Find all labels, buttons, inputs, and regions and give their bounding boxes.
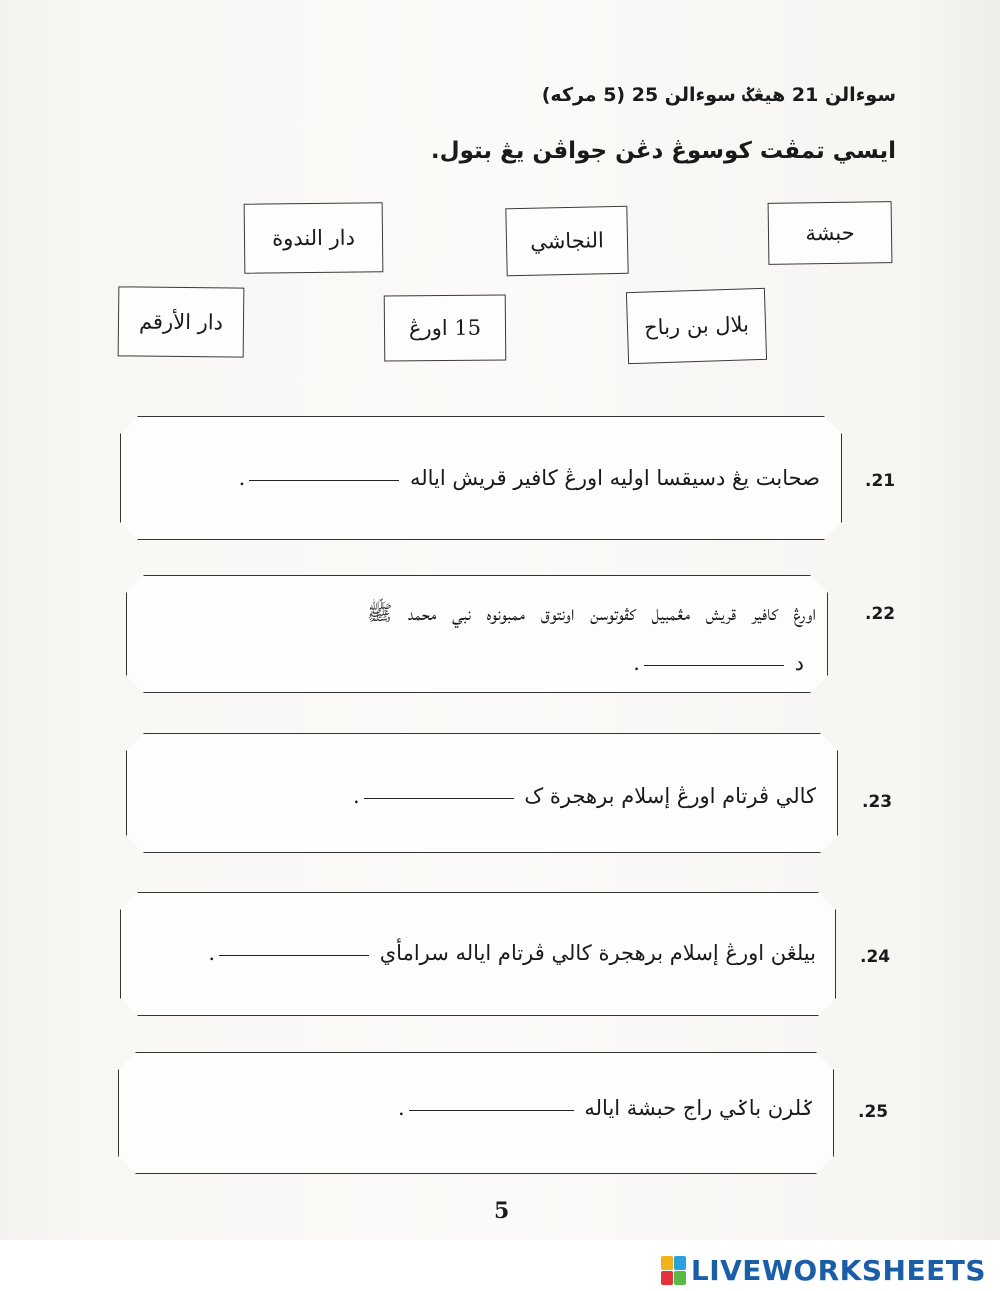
- question-text: [398, 1096, 814, 1120]
- question-prompt: ݢلرن باݢي راج حبشة اياله: [584, 1096, 814, 1120]
- question-text: [239, 466, 820, 490]
- full-stop: .: [398, 1096, 405, 1120]
- question-number: .21: [865, 471, 896, 491]
- answer-blank[interactable]: [219, 955, 369, 956]
- question-prompt: بيلڠن اورڠ إسلام برهجرة كالي ڤرتام اياله سرامأي: [379, 941, 816, 965]
- word-bank-chip-darul-arqam[interactable]: دار الأرقم: [118, 286, 245, 357]
- answer-blank[interactable]: [364, 798, 514, 799]
- instruction-text: ايسي تمڤت كوسوڠ دڠن جواڤن يڠ بتول.: [430, 138, 896, 164]
- question-number: .23: [862, 792, 893, 812]
- full-stop: .: [238, 466, 246, 490]
- word-bank-chip-15-orang[interactable]: 15 اورڠ: [384, 294, 507, 361]
- question-number: .25: [858, 1102, 889, 1122]
- section-heading: سوءالن 21 هيڠݢ سوءالن 25 (5 مركه): [541, 84, 896, 106]
- question-prompt: اورڠ كافير قريش مڠمبيل كڤوتوسن اونتوق ممبونوه نبي محمد ﷺ: [366, 601, 816, 625]
- question-prompt-cont: د: [794, 651, 804, 675]
- question-number: .24: [860, 947, 891, 967]
- word-bank-chip-najasyi[interactable]: النجاشي: [505, 206, 628, 277]
- brand-name: LIVEWORKSHEETS: [690, 1254, 986, 1287]
- question-prompt: صحابت يڠ دسيقسا اوليه اورڠ كافير قريش اياله: [410, 466, 820, 490]
- word-bank-chip-darun-nadwah[interactable]: دار الندوة: [244, 202, 384, 273]
- word-bank-chip-bilal[interactable]: بلال بن رباح: [626, 288, 767, 364]
- answer-blank[interactable]: [249, 480, 399, 481]
- answer-blank[interactable]: [409, 1110, 574, 1111]
- question-box-22: [126, 575, 828, 693]
- full-stop: .: [208, 941, 216, 965]
- question-text-line2: [633, 651, 804, 675]
- question-text: [367, 600, 816, 631]
- question-number: .22: [865, 604, 896, 624]
- question-text: [353, 784, 816, 808]
- word-bank-chip-habsyah[interactable]: حبشة: [768, 201, 893, 265]
- question-prompt: كالي ڤرتام اورڠ إسلام برهجرة ک: [524, 784, 816, 808]
- answer-blank[interactable]: [644, 665, 784, 666]
- full-stop: .: [633, 651, 640, 675]
- question-text: [208, 941, 816, 965]
- liveworksheets-brand[interactable]: [661, 1254, 986, 1287]
- liveworksheets-logo-icon: [661, 1256, 687, 1286]
- page-number: 5: [494, 1198, 510, 1224]
- full-stop: .: [353, 784, 360, 808]
